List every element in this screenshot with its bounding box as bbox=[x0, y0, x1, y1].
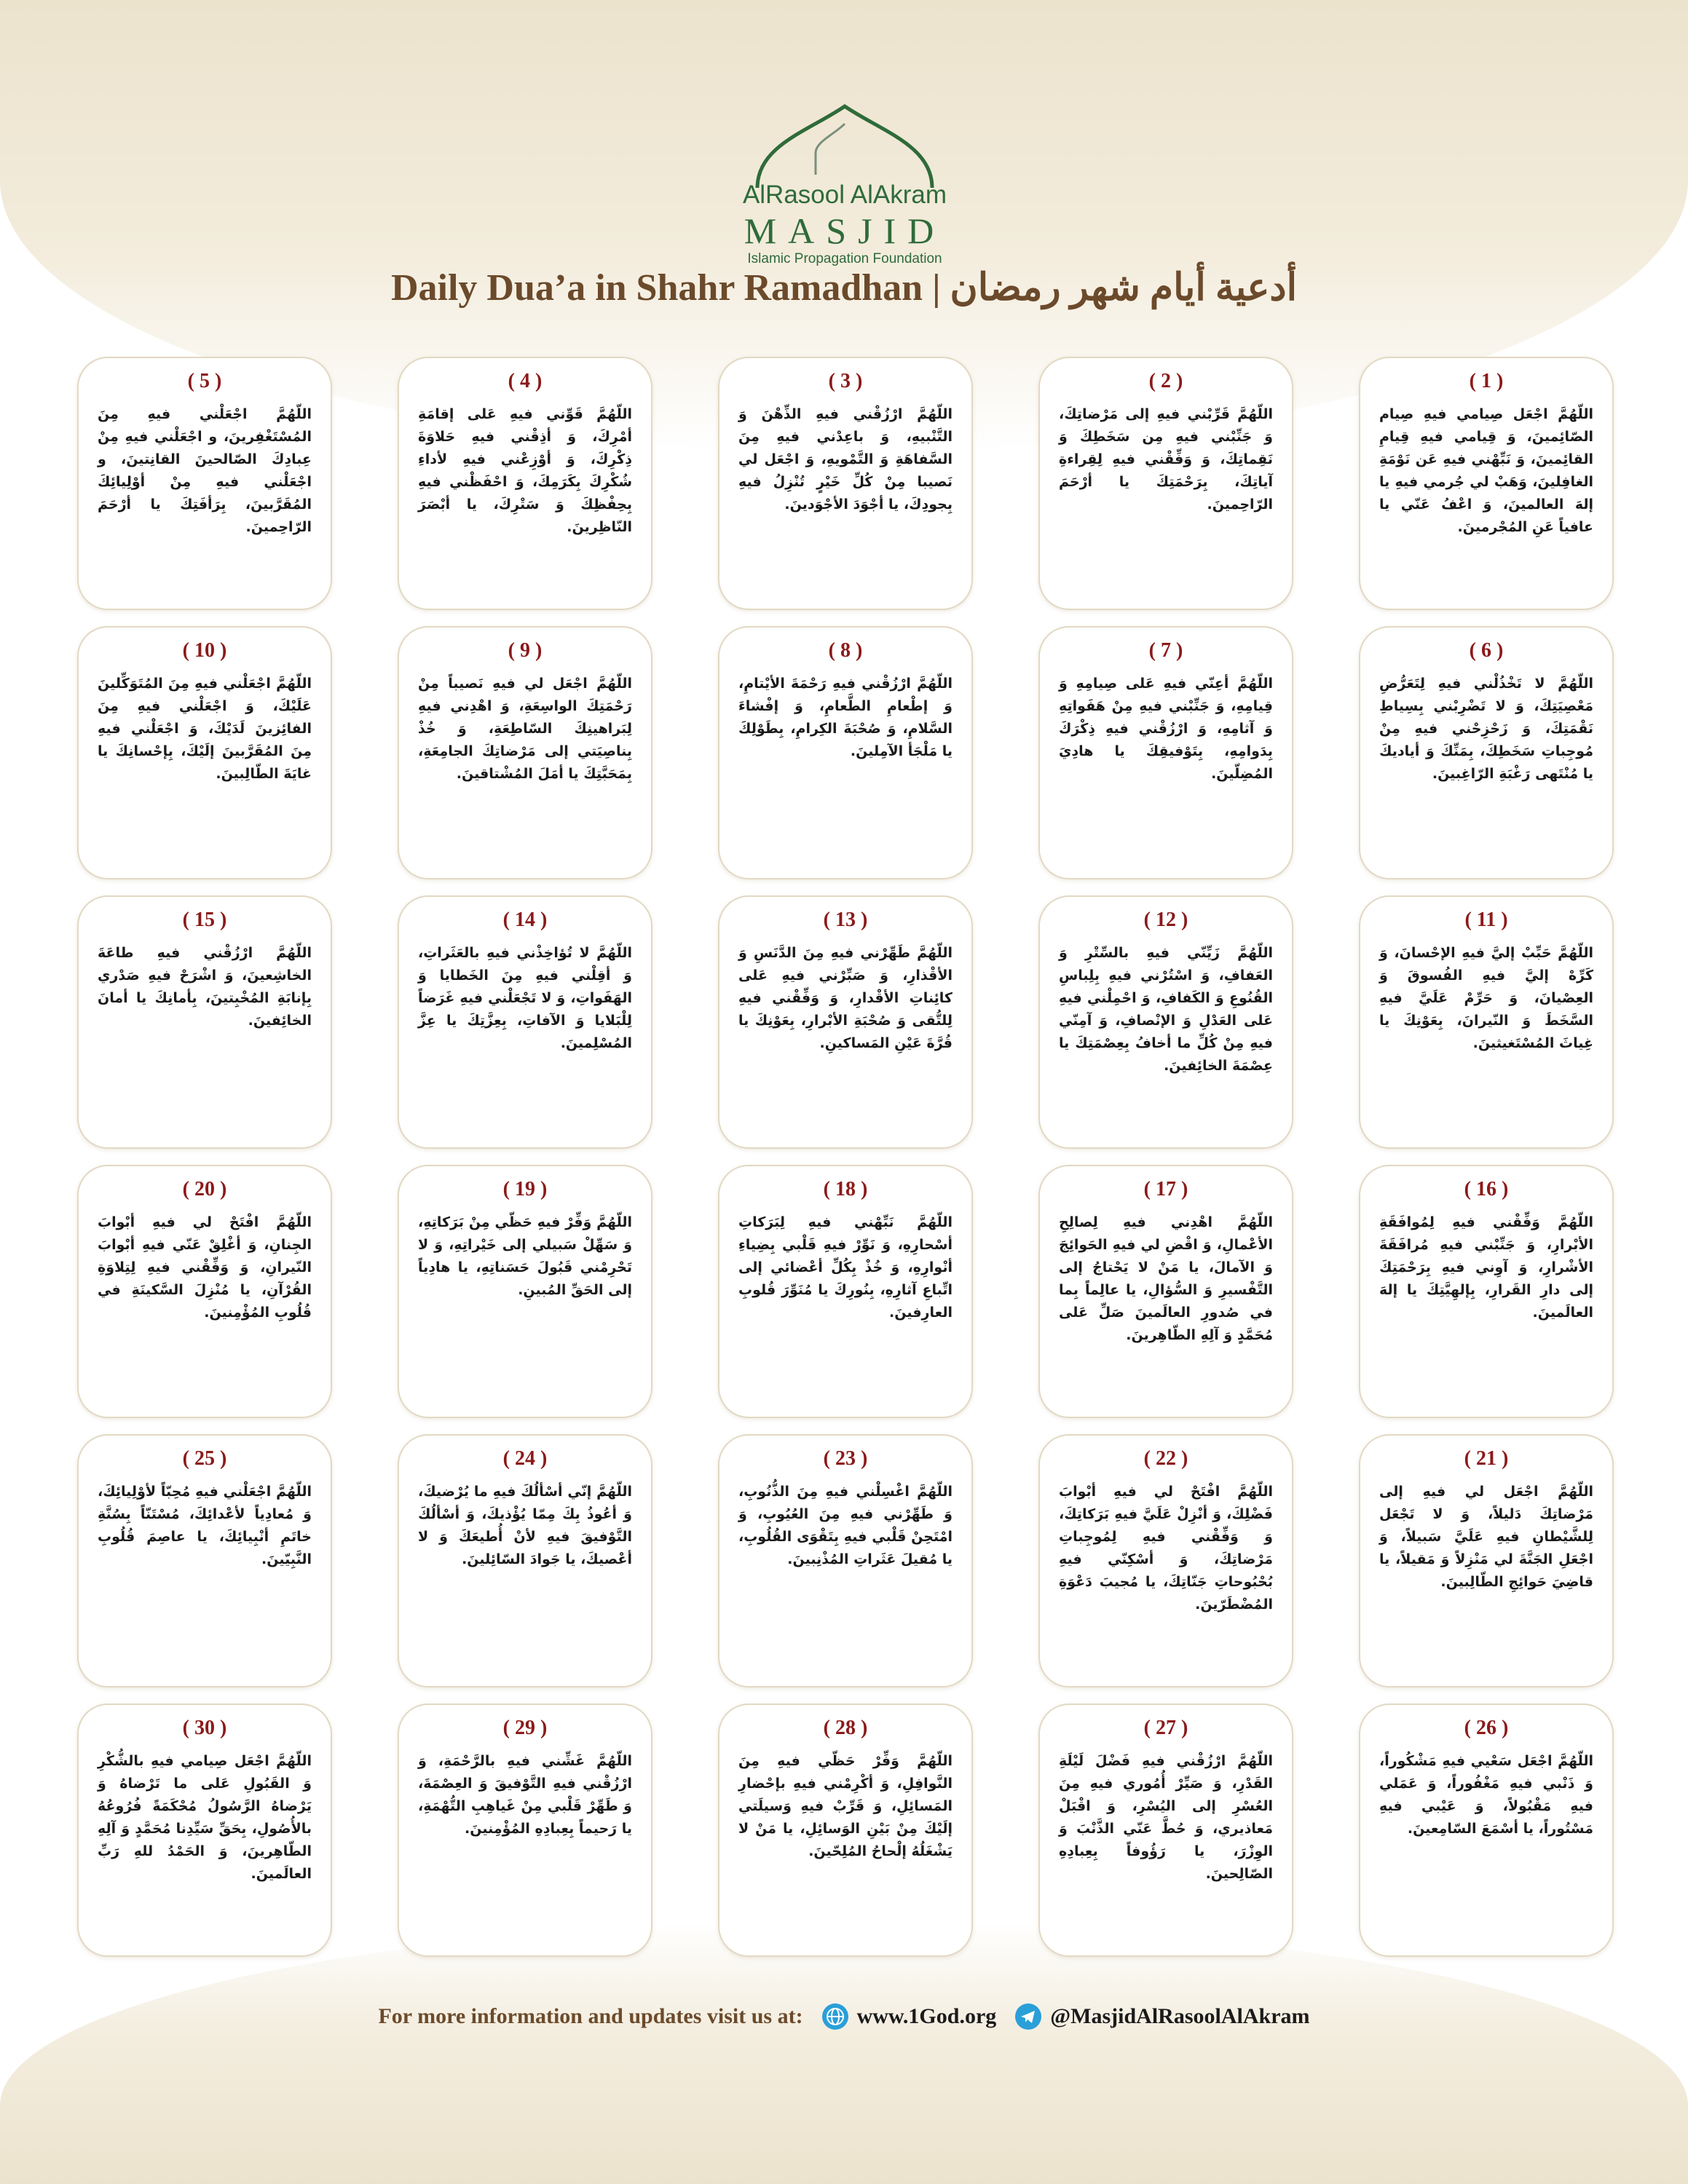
day-number: ( 21 ) bbox=[1464, 1447, 1509, 1470]
dua-grid bbox=[77, 357, 1614, 1957]
dua-text: اللّهُمَّ اجْعَلْني فيهِ مِنَ المُتَوَكِّلينَ عَلَيْكَ، وَ اجْعَلْني فيهِ مِنَ الفائِزينَ لَدَيْكَ، وَ اجْعَلْني فيهِ مِنَ المُقَرَّبينَ إلَيْكَ، بِإحْسانِكَ يا غايَةَ الطّالِبينَ. bbox=[98, 676, 312, 782]
dua-card bbox=[1359, 626, 1614, 879]
day-number: ( 16 ) bbox=[1464, 1178, 1509, 1200]
dua-card bbox=[77, 895, 332, 1149]
telegram-icon bbox=[1015, 2003, 1041, 2030]
dua-text: اللّهُمَّ وَفِّرْ فيهِ حَظّي مِنْ بَرَكاتِهِ، وَ سَهِّلْ سَبيلي إلى خَيْراتِهِ، وَ لا تَحْرِمْني قَبُولَ حَسَناتِهِ، يا هادِياً إلى الحَقِّ المُبينِ. bbox=[418, 1214, 632, 1298]
dome-icon bbox=[728, 102, 961, 189]
website-link[interactable] bbox=[822, 2003, 997, 2030]
dua-text: اللّهُمَّ ارْزُقْني فيهِ فَضْلَ لَيْلَةِ القَدْرِ، وَ صَيِّرْ أُمُوري فيهِ مِنَ العُسْرِ إلى اليُسْرِ، وَ اقْبَلْ مَعاذيري، وَ حُطَّ عَنّي الذَّنْبَ وَ الوِزْرَ، يا رَؤُوفاً بِعِبادِهِ الصّالِحينَ. bbox=[1059, 1753, 1273, 1882]
dua-card bbox=[398, 895, 652, 1149]
day-number: ( 22 ) bbox=[1143, 1447, 1188, 1470]
day-number: ( 1 ) bbox=[1469, 370, 1504, 392]
footer-label: For more information and updates visit us at: bbox=[378, 2004, 803, 2028]
dua-card bbox=[718, 357, 973, 610]
dua-text: اللّهُمَّ اهْدِني فيهِ لِصالِحِ الأعْمالِ، وَ اقْضِ لي فيهِ الحَوائِجَ وَ الآمالَ، يا مَنْ لا يَحْتاجُ إلى التَّفْسيرِ وَ السُّؤالِ، يا عالِماً بِما في صُدورِ العالَمينَ صَلِّ عَلى مُحَمَّدٍ وَ آلِهِ الطّاهِرينَ. bbox=[1059, 1214, 1273, 1343]
dua-text: اللّهُمَّ وَفِّقْني فيهِ لِمُوافَقَةِ الأبْرارِ، وَ جَنِّبْني فيهِ مُرافَقَةَ الأشْرارِ، وَ آوِني فيهِ بِرَحْمَتِكَ إلى دارِ القَرارِ، بِإلهِيَّتِكَ يا إلهَ العالَمينَ. bbox=[1379, 1214, 1593, 1321]
dua-text: اللّهُمَّ اغْسِلْني فيهِ مِنَ الذُّنُوبِ، وَ طَهِّرْني فيهِ مِنَ العُيُوبِ، وَ امْتَحِنْ قَلْبي فيهِ بِتَقْوَى القُلُوبِ، يا مُقيلَ عَثَراتِ المُذْنِبينَ. bbox=[738, 1484, 953, 1567]
day-number: ( 27 ) bbox=[1143, 1717, 1188, 1739]
dua-card bbox=[398, 1434, 652, 1688]
logo-masjid: MASJID bbox=[744, 210, 946, 251]
dua-card bbox=[718, 626, 973, 879]
dua-card bbox=[718, 1165, 973, 1418]
dua-text: اللّهُمَّ غَشِّني فيهِ بالرَّحْمَةِ، وَ ارْزُقْني فيهِ التَّوْفيقَ وَ العِصْمَةَ، وَ طَهِّرْ قَلْبي مِنْ غَياهِبِ التُّهْمَةِ، يا رَحيماً بِعِبادِهِ المُؤْمِنينَ. bbox=[418, 1753, 632, 1837]
dua-text: اللّهُمَّ ارْزُقْني فيهِ طاعَةَ الخاشِعينَ، وَ اشْرَحْ فيهِ صَدْري بِإنابَةِ المُخْبِتينَ، بِأمانِكَ يا أمانَ الخائِفينَ. bbox=[98, 945, 312, 1029]
dua-text: اللّهُمَّ اجْعَلْني فيهِ مِنَ المُسْتَغْفِرينَ، و اجْعَلْني فيهِ مِنْ عِبادِكَ الصّالحينَ القانِتينَ، و اجْعَلْني فيهِ مِنْ أوْلِيائِكَ المُقَرَّبينَ، بِرَأفَتِكَ يا أرْحَمَ الرّاحِمينَ. bbox=[98, 406, 312, 535]
footer bbox=[0, 2003, 1688, 2030]
day-number: ( 26 ) bbox=[1464, 1717, 1509, 1739]
day-number: ( 8 ) bbox=[828, 639, 863, 662]
dua-card bbox=[77, 357, 332, 610]
masjid-logo bbox=[728, 102, 961, 266]
dua-card bbox=[718, 895, 973, 1149]
telegram-link[interactable] bbox=[1015, 2003, 1309, 2030]
dua-card bbox=[1038, 1434, 1293, 1688]
dua-card bbox=[718, 1434, 973, 1688]
dua-card bbox=[1359, 895, 1614, 1149]
dua-text: اللّهُمَّ أعِنّي فيهِ عَلى صِيامِهِ وَ قِيامِهِ، وَ جَنِّبْني فيهِ مِنْ هَفَواتِهِ وَ آثامِهِ، وَ ارْزُقْني فيهِ ذِكْرَكَ بِدَوامِهِ، بِتَوْفيقِكَ يا هادِيَ المُضِلّينَ. bbox=[1059, 676, 1273, 782]
dua-card bbox=[1038, 626, 1293, 879]
day-number: ( 5 ) bbox=[187, 370, 222, 392]
dua-text: اللّهُمَّ افْتَحْ لي فيهِ أبْوابَ فَضْلِكَ، وَ أنْزِلْ عَلَيَّ فيهِ بَرَكاتِكَ، وَ وَفِّقْني فيهِ لِمُوجِباتِ مَرْضاتِكَ، وَ أسْكِنّي فيهِ بُحْبُوحاتِ جَنّاتِكَ، يا مُجيبَ دَعْوَةِ المُضْطَرّينَ. bbox=[1059, 1484, 1273, 1613]
dua-card bbox=[77, 1704, 332, 1957]
dua-card bbox=[1038, 1704, 1293, 1957]
day-number: ( 7 ) bbox=[1148, 639, 1183, 662]
dua-card bbox=[1038, 895, 1293, 1149]
dua-card bbox=[398, 357, 652, 610]
background-bottom-wave bbox=[0, 1922, 1688, 2184]
dua-text: اللّهُمَّ اجْعَل لي فيهِ نَصيباً مِنْ رَحْمَتِكَ الواسِعَةِ، وَ اهْدِني فيهِ لِبَراهينِكَ السّاطِعَةِ، وَ خُذْ بِناصِيَتي إلى مَرْضاتِكَ الجامِعَةِ، بِمَحَبَّتِكَ يا أمَلَ المُشْتاقينَ. bbox=[418, 676, 632, 782]
dua-card bbox=[398, 1165, 652, 1418]
day-number: ( 28 ) bbox=[823, 1717, 868, 1739]
day-number: ( 25 ) bbox=[182, 1447, 227, 1470]
dua-card bbox=[1359, 1165, 1614, 1418]
dua-card bbox=[77, 626, 332, 879]
dua-card bbox=[398, 1704, 652, 1957]
day-number: ( 30 ) bbox=[182, 1717, 227, 1739]
day-number: ( 13 ) bbox=[823, 909, 868, 931]
dua-text: اللّهُمَّ قَرِّبْني فيهِ إلى مَرْضاتِكَ، وَ جَنِّبْني فيهِ مِن سَخَطِكَ وَ نَقِماتِكَ، وَ وَفِّقْني فيهِ لِقِراءةِ آياتِكَ، بِرَحْمَتِكَ يا أرْحَمَ الرّاحِمينَ. bbox=[1059, 406, 1273, 513]
dua-card bbox=[1038, 1165, 1293, 1418]
dua-card bbox=[1038, 357, 1293, 610]
day-number: ( 14 ) bbox=[502, 909, 548, 931]
website-text: www.1God.org bbox=[856, 2004, 997, 2028]
logo-subtitle: Islamic Propagation Foundation bbox=[747, 251, 942, 266]
day-number: ( 6 ) bbox=[1469, 639, 1504, 662]
day-number: ( 20 ) bbox=[182, 1178, 227, 1200]
dua-card bbox=[77, 1165, 332, 1418]
dua-card bbox=[1359, 357, 1614, 610]
dua-text: اللّهُمَّ لا تَخْذُلْني فيهِ لِتَعَرُّضِ مَعْصِيَتِكَ، وَ لا تَضْرِبْني بِسِياطِ نَقْمَتِكَ، وَ زَحْزِحْني فيهِ مِنْ مُوجِباتِ سَخَطِكَ، بِمَنِّكَ وَ أياديكَ يا مُنْتَهى رَغْبَةِ الرّاغِبينَ. bbox=[1379, 676, 1593, 782]
dua-text: اللّهُمَّ طَهِّرْني فيهِ مِنَ الدَّنَسِ وَ الأقْذارِ، وَ صَبِّرْني فيهِ عَلى كائِناتِ الأقْدارِ، وَ وَفِّقْني فيهِ لِلتُّقى وَ صُحْبَةِ الأبْرارِ، بِعَوْنِكَ يا قُرَّةَ عَيْنِ المَساكينِ. bbox=[738, 945, 953, 1051]
page-title: Daily Dua’a in Shahr Ramadhan | أدعية أيام شهر رمضان bbox=[390, 267, 1298, 309]
dua-text: اللّهُمَّ لا تُؤاخِذْني فيهِ بالعَثَراتِ، وَ أقِلْني فيهِ مِنَ الخَطايا وَ الهَفَواتِ، وَ لا تَجْعَلْني فيهِ غَرَضاً لِلْبَلايا وَ الآفاتِ، بِعِزَّتِكَ يا عِزَّ المُسْلِمينَ. bbox=[418, 945, 632, 1051]
day-number: ( 19 ) bbox=[502, 1178, 548, 1200]
day-number: ( 9 ) bbox=[508, 639, 543, 662]
dua-text: اللّهُمَّ حَبِّبْ إليَّ فيهِ الإحْسانَ، وَ كَرِّهْ إليَّ فيهِ الفُسوقَ وَ العِصْيانَ، وَ حَرِّمْ عَلَيَّ فيهِ السَّخَطَ وَ النّيرانَ، بِعَوْنِكَ يا غِياثَ المُسْتَغيثينَ. bbox=[1379, 945, 1593, 1051]
globe-icon bbox=[822, 2003, 848, 2030]
day-number: ( 11 ) bbox=[1464, 909, 1508, 931]
dua-text: اللّهُمَّ اجْعَل سَعْيي فيهِ مَشْكُوراً، وَ ذَنْبي فيهِ مَغْفُوراً، وَ عَمَلي فيهِ مَقْبُولاً، وَ عَيْبي فيهِ مَسْتُوراً، يا أسْمَعَ السّامِعينَ. bbox=[1379, 1753, 1593, 1837]
day-number: ( 4 ) bbox=[508, 370, 543, 392]
day-number: ( 23 ) bbox=[823, 1447, 868, 1470]
dua-text: اللّهُمَّ وَفِّرْ حَظّي فيهِ مِنَ النَّوافِلِ، وَ أكْرِمْني فيهِ بإحْضارِ المَسائِلِ، وَ قَرِّبْ فيهِ وَسيلَتي إلَيْكَ مِنْ بَيْنِ الوَسائِلِ، يا مَنْ لا يَشْغَلُهُ إلْحاحُ المُلِحّينَ. bbox=[738, 1753, 953, 1859]
dua-text: اللّهُمَّ اجْعَلْني فيهِ مُحِبّاً لأوْلِيائِكَ، وَ مُعادِياً لأعْدائِكَ، مُسْتَنّاً بِسُنَّةِ خاتَمِ أنْبِيائِكَ، يا عاصِمَ قُلُوبِ النَّبِيّينَ. bbox=[98, 1484, 312, 1567]
day-number: ( 17 ) bbox=[1143, 1178, 1188, 1200]
day-number: ( 12 ) bbox=[1143, 909, 1188, 931]
logo-name: AlRasool AlAkram bbox=[742, 181, 947, 209]
dua-card bbox=[398, 626, 652, 879]
telegram-text: @MasjidAlRasoolAlAkram bbox=[1050, 2004, 1310, 2028]
dua-text: اللّهُمَّ اجْعَل لي فيهِ إلى مَرْضاتِكَ دَليلاً، وَ لا تَجْعَل لِلشَّيْطانِ فيهِ عَلَيَّ سَبيلاً، وَ اجْعَلِ الجَنَّةَ لي مَنْزِلاً وَ مَقيلاً، يا قاضِيَ حَوائِجِ الطّالِبينَ. bbox=[1379, 1484, 1593, 1590]
day-number: ( 29 ) bbox=[502, 1717, 548, 1739]
day-number: ( 18 ) bbox=[823, 1178, 868, 1200]
dua-text: اللّهُمَّ قَوِّني فيهِ عَلى إقامَةِ أمْرِكَ، وَ أذِقْني فيهِ حَلاوَةَ ذِكْرِكَ، وَ أوْزِعْني فيهِ لأداءِ شُكْرِكَ بِكَرَمِكَ، وَ احْفَظْني فيهِ بِحِفْظِكَ وَ سَتْرِكَ، يا أبْصَرَ النّاظِرينَ. bbox=[418, 406, 632, 535]
dua-text: اللّهُمَّ اجْعَل صِيامي فيهِ صِيام الصّائِمينَ، وَ قِيامي فيهِ قِيامِ القائِمينَ، وَ نَبِّهْني فيهِ عَن نَوْمَةِ الغافِلينَ، وَهَبْ لي جُرمي فيهِ يا إلهَ العالمينَ، وَ اعْفُ عَنّي يا عافياً عَنِ المُجْرمينَ. bbox=[1379, 406, 1593, 535]
dua-card bbox=[77, 1434, 332, 1688]
day-number: ( 3 ) bbox=[828, 370, 863, 392]
dua-card bbox=[718, 1704, 973, 1957]
dua-text: اللّهُمَّ ارْزُقْني فيهِ الذِّهْنَ وَ التَّنْبيهِ، وَ باعِدْني فيهِ مِنَ السَّفاهَةِ وَ التَّمْويهِ، وَ اجْعَل لي نَصيبا مِنْ كُلِّ خَيْرٍ تُنْزِلُ فيهِ بِجودِكَ، يا أجْوَدَ الأجْوَدينَ. bbox=[738, 406, 953, 513]
day-number: ( 15 ) bbox=[182, 909, 227, 931]
dua-text: اللّهُمَّ زَيِّنّي فيهِ بالسِّتْرِ وَ العَفافِ، وَ اسْتُرْني فيهِ بِلِباسِ القُنُوعِ وَ الكَفافِ، وَ احْمِلْني فيهِ عَلى العَدْلِ وَ الإنْصافِ، وَ آمِنّي فيهِ مِنْ كُلِّ ما أخافُ بِعِصْمَتِكَ يا عِصْمَةَ الخائِفينَ. bbox=[1059, 945, 1273, 1074]
dua-card bbox=[1359, 1434, 1614, 1688]
dua-text: اللّهُمَّ إنّي أسْألُكَ فيهِ ما يُرْضيكَ، وَ أعُوذُ بِكَ مِمّا يُؤْذيكَ، وَ أسْألُكَ التَّوْفيقَ فيهِ لأنْ أُطيعَكَ وَ لا أعْصيكَ، يا جَوادَ السّائِلينَ. bbox=[418, 1484, 632, 1567]
dua-text: اللّهُمَّ ارْزُقْني فيهِ رَحْمَةَ الأيْتامِ، وَ إطْعامِ الطَّعامِ، وَ إفْشاءَ السَّلامِ، وَ صُحْبَةَ الكِرامِ، بِطَوْلِكَ يا مَلْجَأ الآمِلينَ. bbox=[738, 676, 953, 759]
day-number: ( 10 ) bbox=[182, 639, 227, 662]
dua-card bbox=[1359, 1704, 1614, 1957]
dua-text: اللّهُمَّ افْتَحْ لي فيهِ أبْوابَ الجِنانِ، وَ أغْلِقْ عَنّي فيهِ أبْوابَ النّيرانِ، وَ وَفِّقْني فيهِ لِتِلاوَةِ القُرْآنِ، يا مُنْزِلَ السَّكينَةِ في قُلُوبِ المُؤْمِنينَ. bbox=[98, 1214, 312, 1321]
day-number: ( 2 ) bbox=[1148, 370, 1183, 392]
dua-text: اللّهُمَّ نَبِّهْني فيهِ لِبَرَكاتِ أسْحارِهِ، وَ نَوِّرْ فيهِ قَلْبي بِضِياءِ أنْوارِهِ، وَ خُذْ بِكُلِّ أعْضائي إلى اتِّباعِ آثارِهِ، بِنُورِكَ يا مُنَوِّرَ قُلوبِ العارِفينَ. bbox=[738, 1214, 953, 1321]
dua-text: اللّهُمَّ اجْعَل صِيامي فيهِ بالشُّكْرِ وَ القَبُولِ عَلى ما تَرْضاهُ وَ يَرْضاهُ الرَّسُولُ مُحْكَمَةً فُرُوعُهُ بالأُصُولِ، بِحَقِّ سَيِّدِنا مُحَمَّدٍ وَ آلِهِ الطّاهِرينَ، وَ الحَمْدُ للهِ رَبِّ العالَمينَ. bbox=[98, 1753, 312, 1882]
day-number: ( 24 ) bbox=[502, 1447, 548, 1470]
